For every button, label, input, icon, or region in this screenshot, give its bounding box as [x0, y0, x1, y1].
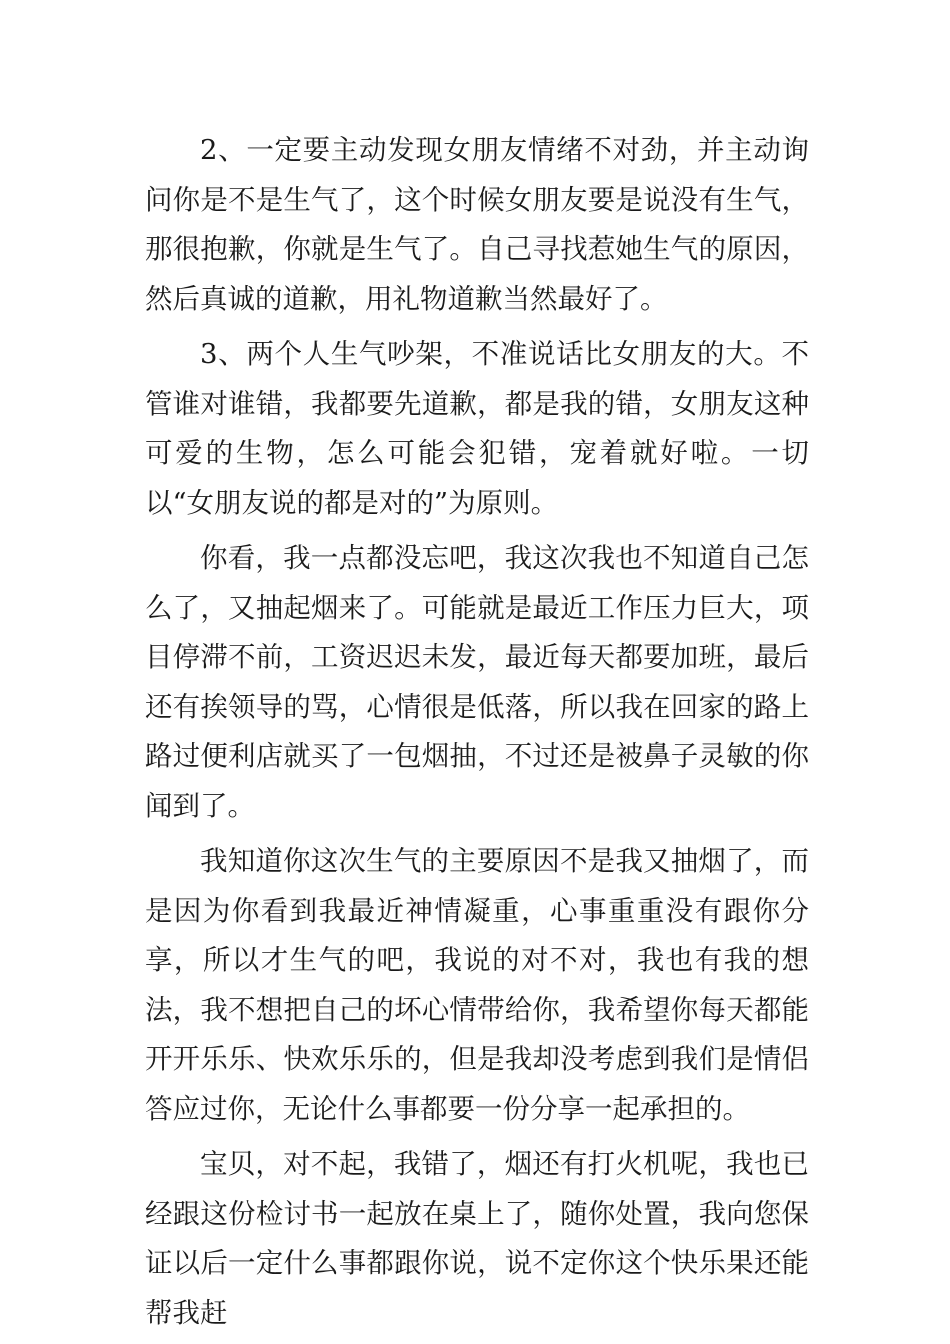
paragraph-tip-3: 3、两个人生气吵架，不准说话比女朋友的大。不管谁对谁错，我都要先道歉，都是我的错，女朋友这种可爱的生物，怎么可能会犯错，宠着就好啦。一切以“女朋友说的都是对的”为原则。 [145, 338, 809, 519]
paragraph-tip-2: 2、一定要主动发现女朋友情绪不对劲，并主动询问你是不是生气了，这个时候女朋友要是说没有生气，那很抱歉，你就是生气了。自己寻找惹她生气的原因，然后真诚的道歉，用礼物道歉当然最好了。 [145, 134, 809, 315]
paragraph-apology: 宝贝，对不起，我错了，烟还有打火机呢，我也已经跟这份检讨书一起放在桌上了，随你处置，我向您保证以后一定什么事都跟你说，说不定你这个快乐果还能帮我赶 [145, 1148, 809, 1329]
document-body [145, 126, 809, 1344]
paragraph-explanation: 你看，我一点都没忘吧，我这次我也不知道自己怎么了，又抽起烟来了。可能就是最近工作压力巨大，项目停滞不前，工资迟迟未发，最近每天都要加班，最后还有挨领导的骂，心情很是低落，所以我在回家的路上路过便利店就买了一包烟抽，不过还是被鼻子灵敏的你闻到了。 [145, 542, 809, 822]
paragraph-reason: 我知道你这次生气的主要原因不是我又抽烟了，而是因为你看到我最近神情凝重，心事重重没有跟你分享，所以才生气的吧，我说的对不对，我也有我的想法，我不想把自己的坏心情带给你，我希望你每天都能开开乐乐、快欢乐乐的，但是我却没考虑到我们是情侣答应过你，无论什么事都要一份分享一起承担的。 [145, 845, 809, 1125]
